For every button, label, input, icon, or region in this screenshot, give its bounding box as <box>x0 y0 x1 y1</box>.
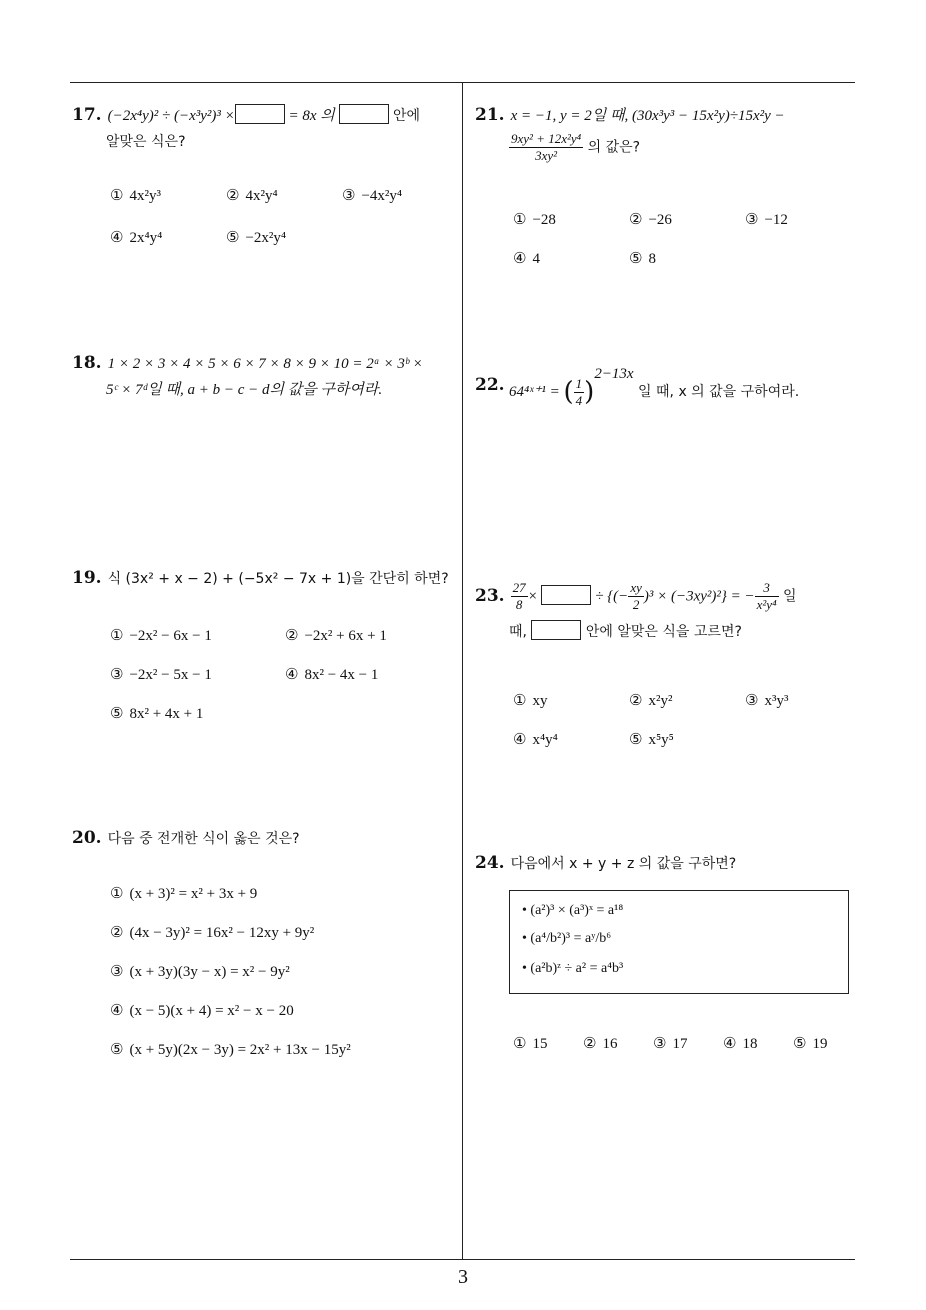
choice-5[interactable]: ⑤ (x + 5y)(2x − 3y) = 2x² + 13x − 15y² <box>110 1040 351 1058</box>
answer-blank-2 <box>531 620 581 640</box>
question-number: 22. <box>475 375 505 395</box>
q18-line2: 5ᶜ × 7ᵈ일 때, a + b − c − d의 값을 구하여라. <box>106 382 383 398</box>
choice-5[interactable]: ⑤ 8 <box>629 249 656 267</box>
column-divider <box>462 82 463 1259</box>
q18-line1: 1 × 2 × 3 × 4 × 5 × 6 × 7 × 8 × 9 × 10 = 2ᵃ × 3ᵇ × <box>107 356 423 372</box>
q21-fraction: $\frac{\text{9xy² + 12x²y⁴}}{\text{3xy²}}$ <box>511 131 582 163</box>
q24-line1: 다음에서 x + y + z 의 값을 구하면? <box>510 856 737 872</box>
choice-1[interactable]: ① xy <box>513 691 548 709</box>
question-17 <box>72 102 457 155</box>
answer-blank <box>541 585 591 605</box>
choice-4[interactable]: ④ 4 <box>513 249 540 267</box>
bottom-rule <box>70 1259 855 1260</box>
choice-4[interactable]: ④ 18 <box>723 1034 758 1052</box>
choice-1[interactable]: ① −28 <box>513 210 556 228</box>
q17-choices <box>110 186 455 256</box>
question-18 <box>72 350 457 403</box>
q20-choices <box>110 884 455 1064</box>
q22-fraction: $\frac{1}{4}$ <box>575 375 583 408</box>
choice-2[interactable]: ② 16 <box>583 1034 618 1052</box>
q19-choices <box>110 626 455 726</box>
q19-line1: 식 (3x² + x − 2) + (−5x² − 7x + 1)을 간단히 하면? <box>107 571 449 587</box>
choice-3[interactable]: ③ −4x²y⁴ <box>342 186 403 204</box>
choice-1[interactable]: ① 15 <box>513 1034 548 1052</box>
choice-3[interactable]: ③ 17 <box>653 1034 688 1052</box>
choice-2[interactable]: ② x²y² <box>629 691 673 709</box>
q17-prompt: 알맞은 식은? <box>106 134 186 150</box>
q24-choices <box>513 1034 853 1064</box>
choice-4[interactable]: ④ 8x² − 4x − 1 <box>285 665 379 683</box>
choice-5[interactable]: ⑤ −2x²y⁴ <box>226 228 287 246</box>
choice-3[interactable]: ③ −2x² − 5x − 1 <box>110 665 212 683</box>
q23-fraction-1: $\frac{27}{8}$ <box>512 580 526 612</box>
question-number: 21. <box>475 105 505 125</box>
page-number: 3 <box>458 1266 468 1288</box>
q22-exponent: 2−13x <box>594 366 634 382</box>
choice-5[interactable]: ⑤ 19 <box>793 1034 828 1052</box>
q23-prompt: 안에 알맞은 식을 고르면? <box>581 624 742 640</box>
q21-line1: x = −1, y = 2일 때, (30x³y³ − 15x²y)÷15x²y − <box>510 108 785 124</box>
question-22: 22. 64⁴ˣ⁺¹ = ( $\frac{1}{4}$ )$^{2-13x}$ 일 때, x 의 값을 구하여라. <box>475 366 800 408</box>
condition-1: • (a²)³ × (a³)ˣ = a¹⁸ <box>522 903 624 918</box>
condition-2: • (a⁴/b²)³ = aʸ/b⁶ <box>522 931 612 946</box>
choice-2[interactable]: ② −26 <box>629 210 672 228</box>
choice-4[interactable]: ④ (x − 5)(x + 4) = x² − x − 20 <box>110 1001 294 1019</box>
choice-2[interactable]: ② 4x²y⁴ <box>226 186 278 204</box>
choice-5[interactable]: ⑤ 8x² + 4x + 1 <box>110 704 204 722</box>
question-24 <box>475 850 860 877</box>
q22-tail: 일 때, x 의 값을 구하여라. <box>633 384 800 400</box>
q17-tail: 안에 <box>388 108 421 124</box>
q22-lhs: 64⁴ˣ⁺¹ = <box>509 384 564 400</box>
choice-3[interactable]: ③ (x + 3y)(3y − x) = x² − 9y² <box>110 962 290 980</box>
choice-4[interactable]: ④ 2x⁴y⁴ <box>110 228 163 246</box>
q17-equals: = 8x 의 <box>284 108 339 124</box>
q23-choices <box>513 691 853 761</box>
question-number: 18. <box>72 353 102 373</box>
answer-blank <box>235 104 285 124</box>
choice-2[interactable]: ② −2x² + 6x + 1 <box>285 626 387 644</box>
choice-2[interactable]: ② (4x − 3y)² = 16x² − 12xy + 9y² <box>110 923 315 941</box>
conditions-box <box>509 890 849 994</box>
q23-fraction-3: $\frac{3}{\text{x²y⁴}}$ <box>756 580 777 612</box>
choice-3[interactable]: ③ −12 <box>745 210 788 228</box>
choice-3[interactable]: ③ x³y³ <box>745 691 789 709</box>
choice-1[interactable]: ① (x + 3)² = x² + 3x + 9 <box>110 884 258 902</box>
choice-5[interactable]: ⑤ x⁵y⁵ <box>629 730 674 748</box>
condition-3: • (a²b)ᶻ ÷ a² = a⁴b³ <box>522 961 624 976</box>
question-20 <box>72 825 457 852</box>
choice-1[interactable]: ① −2x² − 6x − 1 <box>110 626 212 644</box>
question-19 <box>72 565 457 592</box>
answer-blank-2 <box>339 104 389 124</box>
question-23: 23. $\frac{27}{8}$ × ÷ {(− $\frac{xy}{2}$ )³ × (−3xy²)²} = − $\frac{3}{\text{x²y⁴}}$ 일 때, 안에 알맞은 식을 고르면? <box>475 580 797 640</box>
q21-choices <box>513 210 853 280</box>
question-21 <box>475 102 860 164</box>
question-number: 17. <box>72 105 102 125</box>
q21-tail: 의 값은? <box>583 139 641 156</box>
choice-4[interactable]: ④ x⁴y⁴ <box>513 730 558 748</box>
q20-line1: 다음 중 전개한 식이 옳은 것은? <box>107 831 300 847</box>
q17-expression: (−2x⁴y)² ÷ (−x³y²)³ × <box>107 108 235 124</box>
choice-1[interactable]: ① 4x²y³ <box>110 186 161 204</box>
question-number: 23. <box>475 585 505 606</box>
question-number: 19. <box>72 568 102 588</box>
q23-fraction-2: $\frac{xy}{2}$ <box>630 580 642 612</box>
question-number: 24. <box>475 853 505 873</box>
question-number: 20. <box>72 828 102 848</box>
